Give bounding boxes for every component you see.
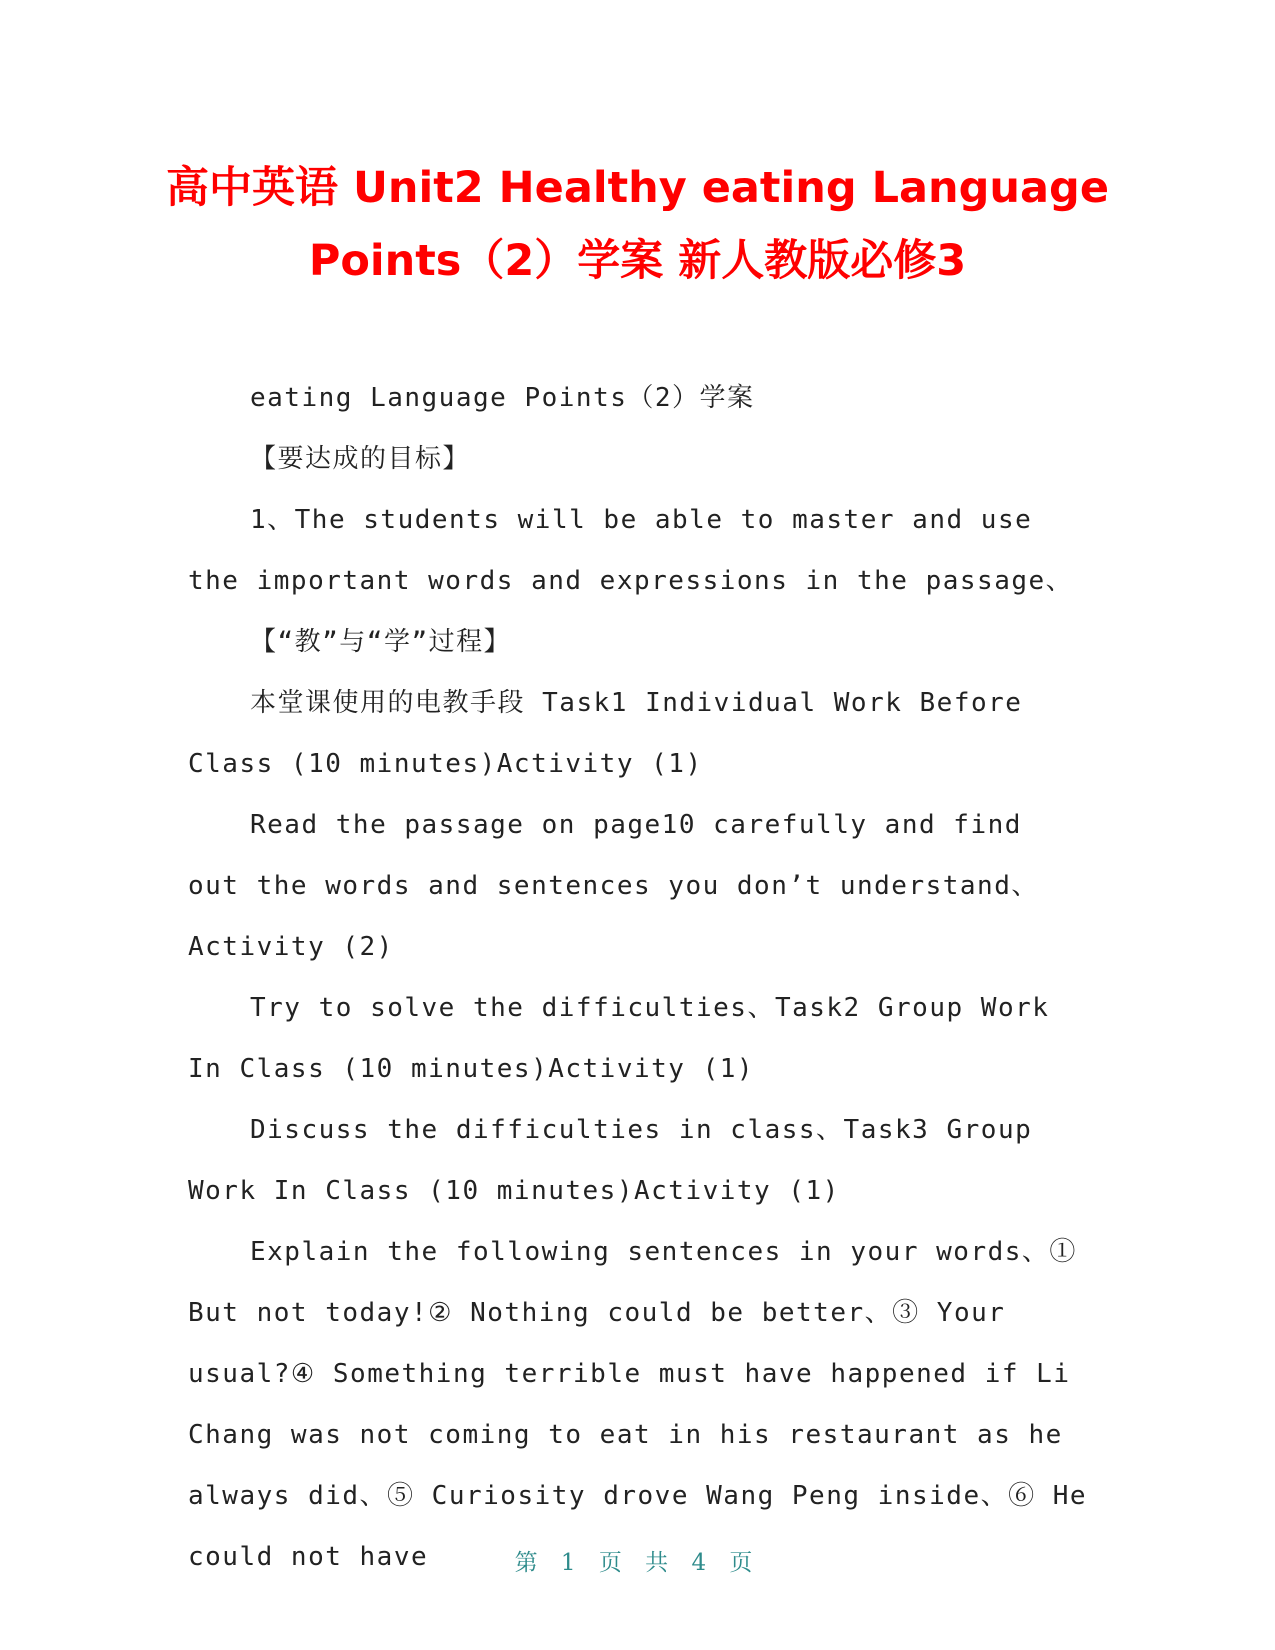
paragraph-process-heading: 【“教”与“学”过程】 bbox=[250, 627, 512, 657]
paragraph-task1: 本堂课使用的电教手段 Task1 Individual Work Before Class (10 minutes)Activity (1) bbox=[188, 688, 1023, 779]
paragraph-read-passage: Read the passage on page10 carefully and find out the words and sentences you don’t understand、Activity (2) bbox=[188, 810, 1039, 962]
paragraph-goal-1: 1、The students will be able to master and use the important words and expressions in the passage、 bbox=[188, 505, 1074, 596]
title-line-2: Points（2）学案 新人教版必修3 bbox=[308, 236, 967, 286]
title-line-1: 高中英语 Unit2 Healthy eating Language bbox=[166, 163, 1109, 213]
page-footer: 第 1 页 共 4 页 bbox=[514, 1550, 761, 1576]
document-body bbox=[188, 368, 1088, 1588]
paragraph-subtitle: eating Language Points（2）学案 bbox=[250, 383, 755, 413]
document-title bbox=[150, 152, 1125, 298]
paragraph-task3: Discuss the difficulties in class、Task3 Group Work In Class (10 minutes)Activity (1) bbox=[188, 1115, 1033, 1206]
paragraph-explain-sentences: Explain the following sentences in your words、① But not today!② Nothing could be better、③ Your usual?④ Something terrible must have happened if Li Chang was not coming to eat in his restaurant as he always did、⑤ Curiosity drove Wang Peng inside、⑥ He could not have bbox=[188, 1237, 1088, 1572]
paragraph-goals-heading: 【要达成的目标】 bbox=[250, 444, 471, 474]
paragraph-task2: Try to solve the difficulties、Task2 Group Work In Class (10 minutes)Activity (1) bbox=[188, 993, 1050, 1084]
